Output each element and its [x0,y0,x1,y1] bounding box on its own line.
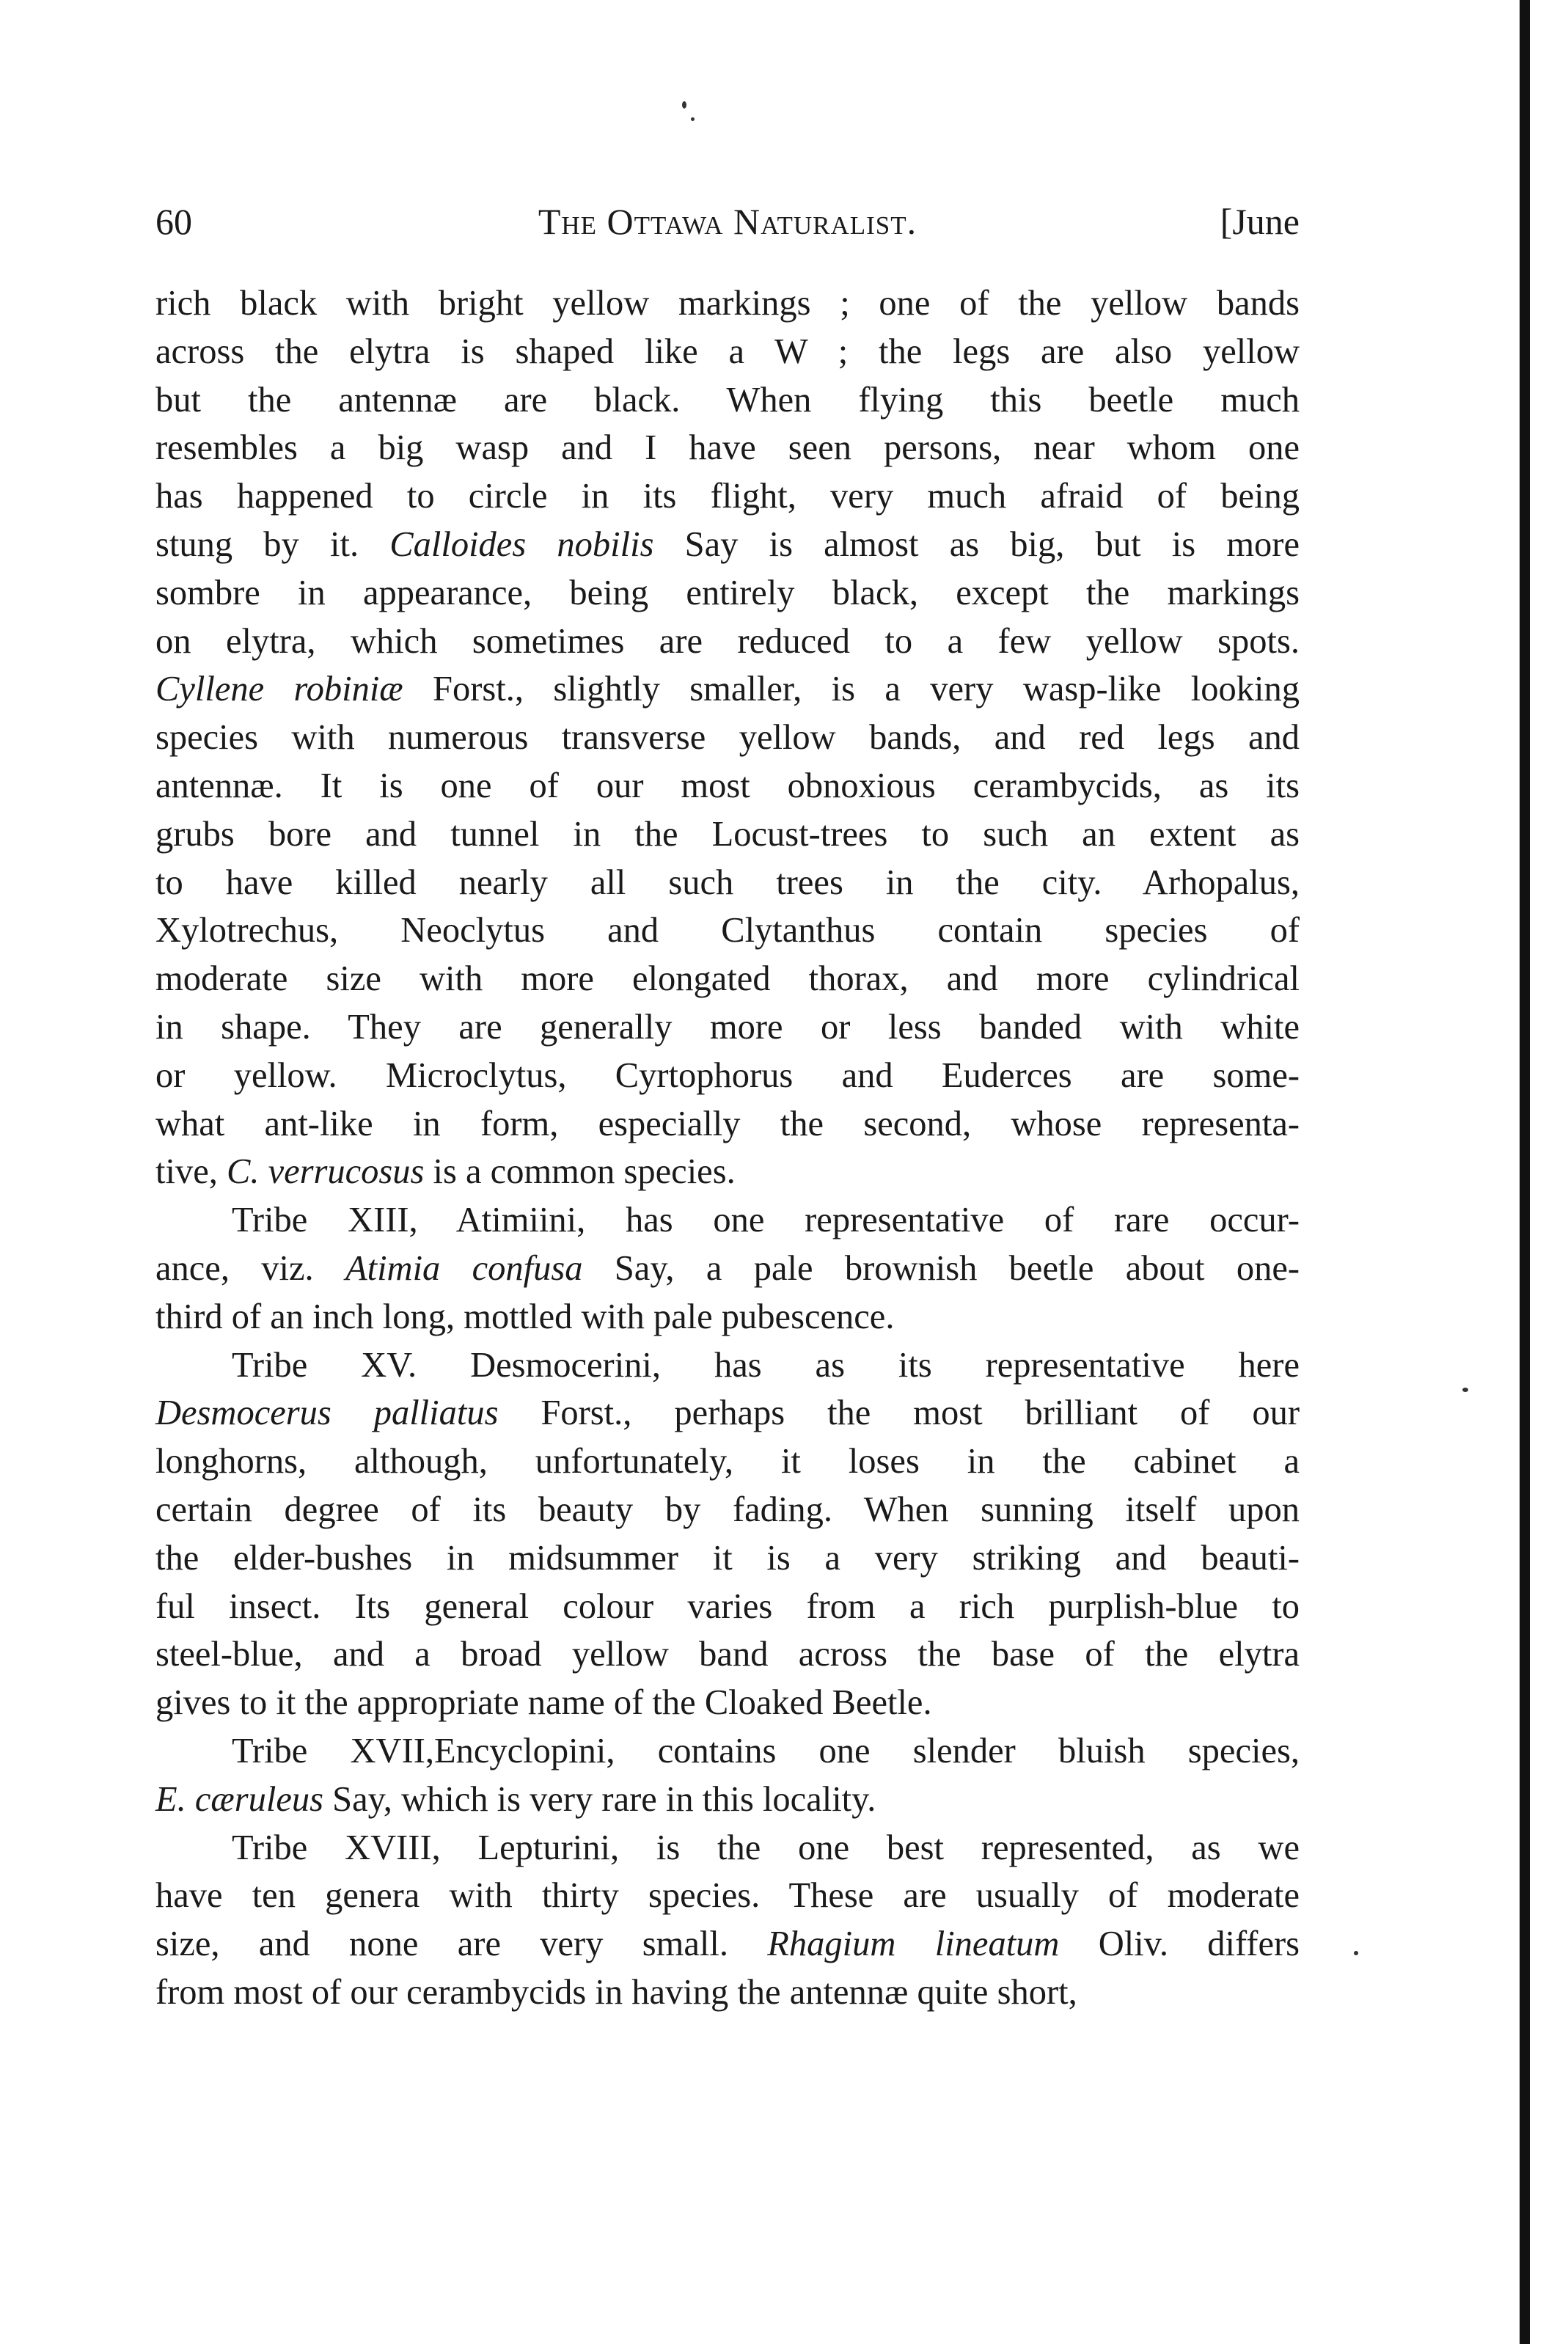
italic-species-name: C. verrucosus [226,1152,425,1192]
text-segment: Xylotrechus, Neoclytus and Clytanthus contain species of [155,911,1300,951]
text-line [155,1437,1300,1486]
text-line [155,714,1300,762]
text-line [155,618,1300,666]
scan-speck [1462,1388,1468,1392]
text-line [155,1679,1300,1727]
scan-speck [1354,1951,1358,1955]
text-line [155,472,1300,521]
text-line [155,1872,1300,1920]
text-line [155,859,1300,907]
text-segment: to have killed nearly all such trees in the city. Arhopalus, [155,862,1300,902]
text-line [155,1389,1300,1437]
text-line [155,279,1300,328]
text-line [155,762,1300,810]
running-title: The Ottawa Naturalist. [538,201,917,242]
text-segment: on elytra, which sometimes are reduced to a few yellow spots. [155,621,1300,661]
text-segment: has happened to circle in its flight, very much afraid of being [155,477,1300,516]
text-segment: longhorns, although, unfortunately, it loses in the cabinet a [155,1442,1300,1482]
text-line [155,424,1300,472]
text-line [155,1534,1300,1583]
text-line [155,1003,1300,1052]
text-line [155,955,1300,1003]
text-line [155,1293,1300,1341]
text-segment: Say is almost as big, but is more [653,524,1300,564]
italic-species-name: Calloides nobilis [389,524,654,564]
text-line [155,569,1300,618]
text-segment: size, and none are very small. [155,1924,768,1964]
text-segment: sombre in appearance, being entirely black, except the markings [155,573,1300,612]
text-segment: is a common species. [424,1152,736,1192]
italic-species-name: E. cæruleus [155,1779,324,1819]
text-line [155,1727,1300,1776]
text-segment: resembles a big wasp and I have seen persons, near whom one [155,428,1300,468]
text-segment: Forst., slightly smaller, is a very wasp-like looking [403,670,1300,709]
text-segment: in shape. They are generally more or less banded with white [155,1007,1300,1047]
text-segment: Tribe XVIII, Lepturini, is the one best represented, as we [232,1828,1300,1867]
text-segment: Forst., perhaps the most brilliant of our [498,1393,1300,1433]
scan-edge-rule [1520,0,1530,2344]
text-segment: gives to it the appropriate name of the Cloaked Beetle. [155,1683,932,1723]
text-line [155,1052,1300,1100]
text-segment: have ten genera with thirty species. These are usually of moderate [155,1876,1300,1916]
text-line [155,1341,1300,1390]
text-line [155,1583,1300,1631]
text-line [155,1968,1300,2017]
italic-species-name: Rhagium lineatum [767,1924,1060,1964]
page-number: 60 [155,201,192,242]
text-segment: stung by it. [155,524,390,564]
text-segment: Tribe XVII,Encyclopini, contains one slender bluish species, [232,1731,1300,1770]
text-segment: third of an inch long, mottled with pale pubescence. [155,1297,895,1336]
text-segment: but the antennæ are black. When flying this beetle much [155,380,1300,420]
text-segment: certain degree of its beauty by fading. When sunning itself upon [155,1490,1300,1529]
text-segment: Tribe XIII, Atimiini, has one representative of rare occur- [232,1201,1300,1240]
text-segment: ance, viz. [155,1248,345,1288]
text-segment: Oliv. differs [1059,1924,1300,1964]
text-segment: the elder-bushes in midsummer it is a very striking and beauti- [155,1538,1300,1578]
text-segment: steel-blue, and a broad yellow band across the base of the elytra [155,1635,1300,1674]
text-line [155,665,1300,714]
italic-species-name: Atimia confusa [345,1248,583,1288]
text-line [155,1148,1300,1196]
book-page [155,0,1300,2344]
text-segment: Say, which is very rare in this locality. [323,1779,876,1819]
page-header [155,192,1300,251]
text-segment: species with numerous transverse yellow bands, and red legs and [155,718,1300,758]
issue-label: [June [1220,201,1300,242]
text-segment: what ant-like in form, especially the second, whose representa- [155,1104,1300,1143]
text-line [155,1100,1300,1149]
text-segment: Tribe XV. Desmocerini, has as its representative here [232,1345,1300,1385]
text-line [155,1776,1300,1824]
text-line [155,328,1300,376]
text-segment: rich black with bright yellow markings ; one of the yellow bands [155,284,1300,323]
text-line [155,907,1300,955]
text-line [155,1245,1300,1293]
text-segment: grubs bore and tunnel in the Locust-trees to such an extent as [155,814,1300,854]
italic-species-name: Desmocerus palliatus [155,1393,499,1433]
text-segment: moderate size with more elongated thorax, and more cylindrical [155,959,1300,999]
text-segment: ful insect. Its general colour varies from a rich purplish-blue to [155,1586,1300,1626]
text-line [155,376,1300,425]
text-line [155,810,1300,859]
text-line [155,1486,1300,1534]
italic-species-name: Cyllene robiniæ [155,670,403,709]
text-segment: from most of our cerambycids in having the antennæ quite short, [155,1972,1077,2012]
text-line [155,1196,1300,1245]
text-segment: Say, a pale brownish beetle about one- [582,1248,1300,1288]
text-line [155,1824,1300,1872]
text-line [155,521,1300,569]
text-segment: antennæ. It is one of our most obnoxious cerambycids, as its [155,766,1300,805]
text-line [155,1920,1300,1968]
text-segment: across the elytra is shaped like a W ; the legs are also yellow [155,332,1300,371]
text-line [155,1630,1300,1679]
body-text [155,279,1300,2017]
text-segment: or yellow. Microclytus, Cyrtophorus and Euderces are some- [155,1055,1300,1095]
text-segment: tive, [155,1152,227,1192]
